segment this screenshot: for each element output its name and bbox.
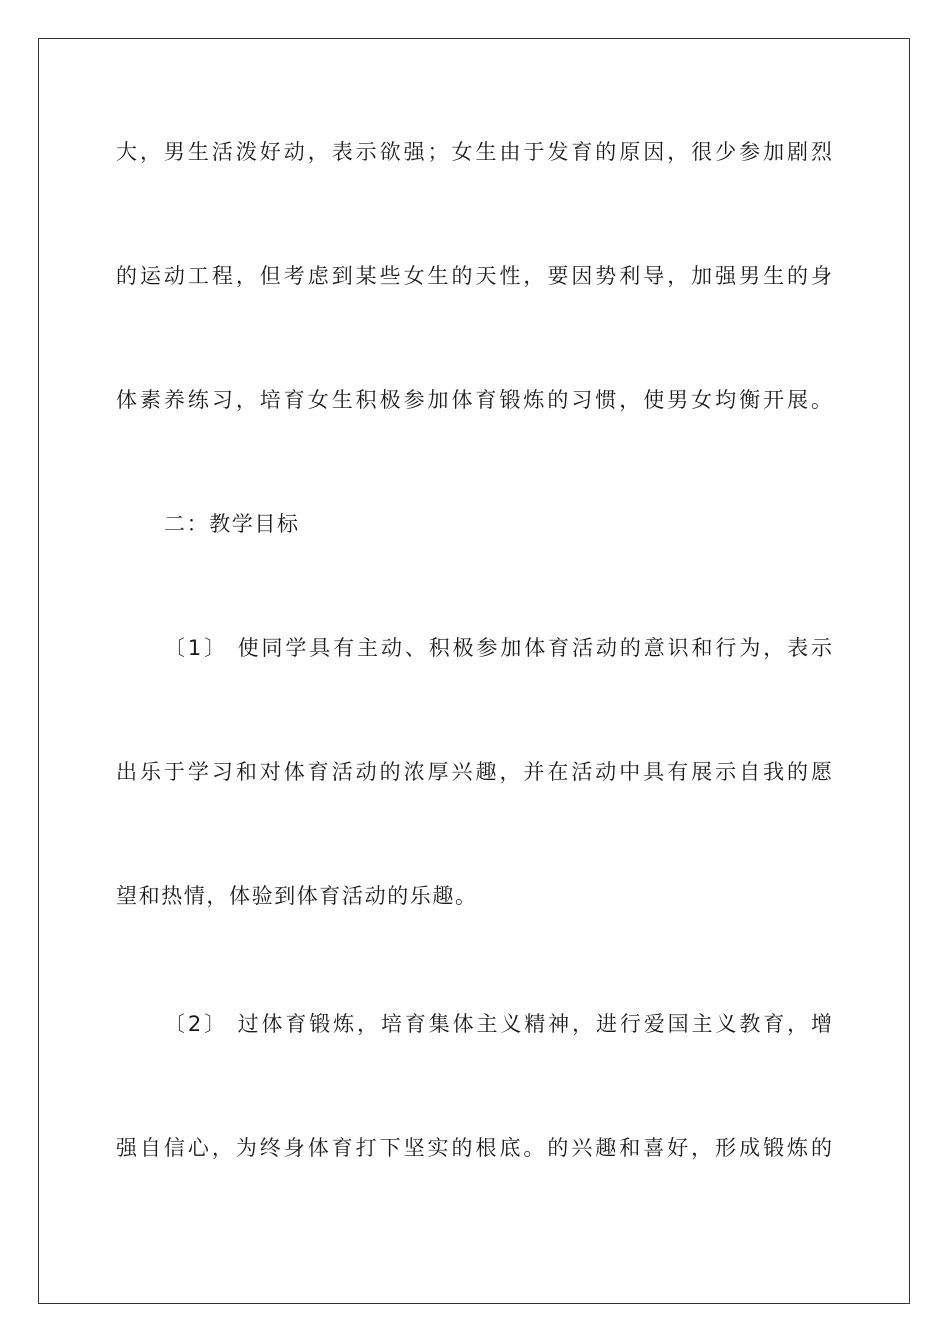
body-text-line-2: 的运动工程，但考虑到某些女生的天性，要因势利导，加强男生的身 xyxy=(116,264,832,288)
section-heading: 二：教学目标 xyxy=(164,512,300,536)
page-frame xyxy=(38,38,910,1304)
body-text-line-7: 望和热情，体验到体育活动的乐趣。 xyxy=(116,884,478,908)
body-text-line-1: 大，男生活泼好动，表示欲强；女生由于发育的原因，很少参加剧烈 xyxy=(116,140,832,164)
body-text-line-9: 强自信心，为终身体育打下坚实的根底。的兴趣和喜好，形成锻炼的 xyxy=(116,1136,832,1160)
body-text-line-6: 出乐于学习和对体育活动的浓厚兴趣，并在活动中具有展示自我的愿 xyxy=(116,760,832,784)
body-text-line-8: 〔2〕 过体育锻炼，培育集体主义精神，进行爱国主义教育，增 xyxy=(164,1012,832,1036)
body-text-line-5: 〔1〕 使同学具有主动、积极参加体育活动的意识和行为，表示 xyxy=(164,636,832,660)
body-text-line-3: 体素养练习，培育女生积极参加体育锻炼的习惯，使男女均衡开展。 xyxy=(116,388,832,412)
